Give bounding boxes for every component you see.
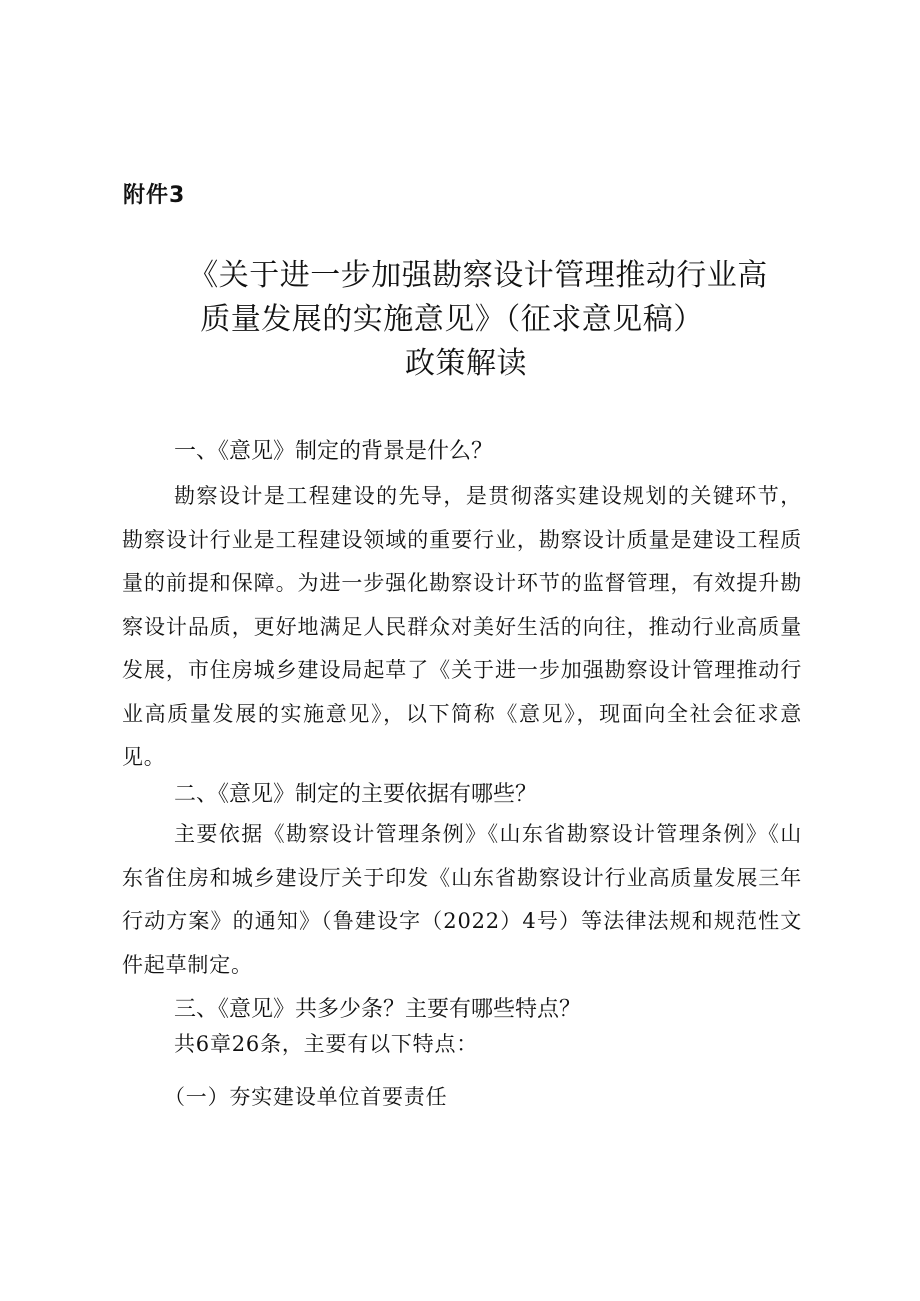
- section-heading-3: 三、《意见》共多少条？主要有哪些特点？: [174, 997, 582, 1022]
- section-body-2: 主要依据《勘察设计管理条例》《山东省勘察设计管理条例》《山东省住房和城乡建设厅关于印发《山东省勘察设计行业高质量发展三年行动方案》的通知》（鲁建设字（2022）4号）等法律法规和规范性文件起草制定。: [122, 822, 802, 977]
- section-body-1: 勘察设计是工程建设的先导，是贯彻落实建设规划的关键环节，勘察设计行业是工程建设领域的重要行业，勘察设计质量是建设工程质量的前提和保障。为进一步强化勘察设计环节的监督管理，有效提升勘察设计品质，更好地满足人民群众对美好生活的向往，推动行业高质量发展，市住房城乡建设局起草了《关于进一步加强勘察设计管理推动行业高质量发展的实施意见》，以下简称《意见》，现面向全社会征求意见。: [122, 484, 802, 769]
- subsection-heading-1: （一）夯实建设单位首要责任: [164, 1085, 448, 1109]
- title-line-1: 《关于进一步加强勘察设计管理推动行业高: [188, 258, 768, 293]
- title-line-3: 政策解读: [405, 346, 527, 381]
- section-body-3: 共6章26条，主要有以下特点：: [174, 1032, 479, 1056]
- title-line-2: 质量发展的实施意见》（征求意见稿）: [200, 302, 704, 337]
- attachment-label: 附件3: [123, 183, 186, 208]
- section-heading-1: 一、《意见》制定的背景是什么？: [174, 439, 494, 464]
- section-heading-2: 二、《意见》制定的主要依据有哪些？: [174, 782, 538, 807]
